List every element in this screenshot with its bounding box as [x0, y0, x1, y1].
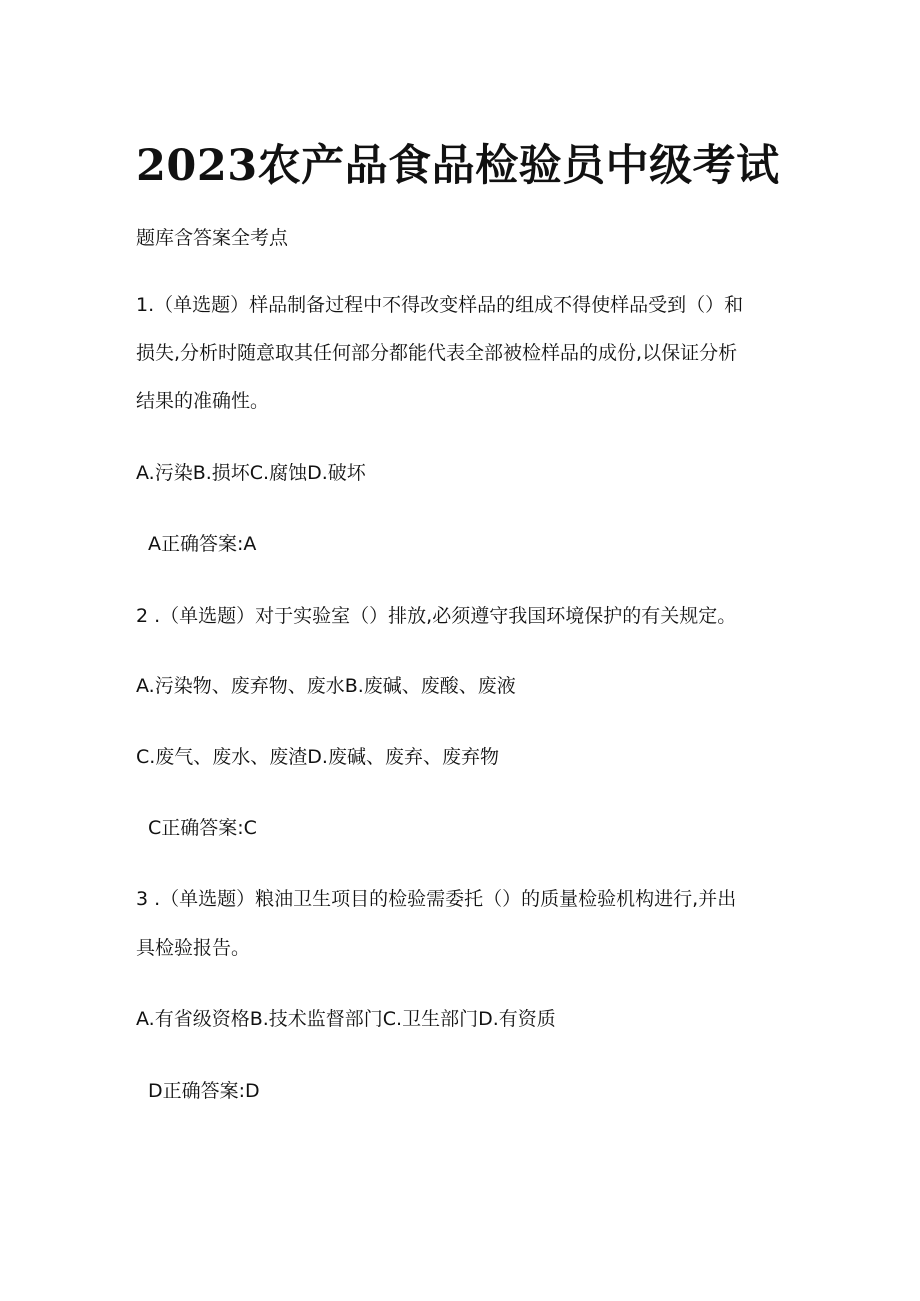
- question-1-options: A.污染B.损坏C.腐蚀D.破坏: [136, 462, 366, 484]
- question-1-stem-line-1: 1.（单选题）样品制备过程中不得改变样品的组成不得使样品受到（）和: [136, 294, 744, 316]
- question-2-options-line-1: A.污染物、废弃物、废水B.废碱、废酸、废液: [136, 675, 516, 697]
- question-1-stem-line-2: 损失,分析时随意取其任何部分都能代表全部被检样品的成份,以保证分析: [136, 342, 738, 364]
- document-title: 2023农产品食品检验员中级考试: [136, 141, 780, 191]
- question-1-answer: A正确答案:A: [148, 533, 257, 555]
- question-3-answer: D正确答案:D: [148, 1080, 260, 1102]
- question-3-stem-line-1: 3 .（单选题）粮油卫生项目的检验需委托（）的质量检验机构进行,并出: [136, 888, 737, 910]
- question-1-stem-line-3: 结果的准确性。: [136, 390, 270, 412]
- question-2-options-line-2: C.废气、废水、废渣D.废碱、废弃、废弃物: [136, 746, 499, 768]
- question-3-stem-line-2: 具检验报告。: [136, 937, 251, 959]
- question-2-answer: C正确答案:C: [148, 817, 257, 839]
- document-subtitle: 题库含答案全考点: [136, 227, 289, 249]
- question-2-stem-line-1: 2 .（单选题）对于实验室（）排放,必须遵守我国环境保护的有关规定。: [136, 605, 737, 627]
- question-3-options: A.有省级资格B.技术监督部门C.卫生部门D.有资质: [136, 1008, 556, 1030]
